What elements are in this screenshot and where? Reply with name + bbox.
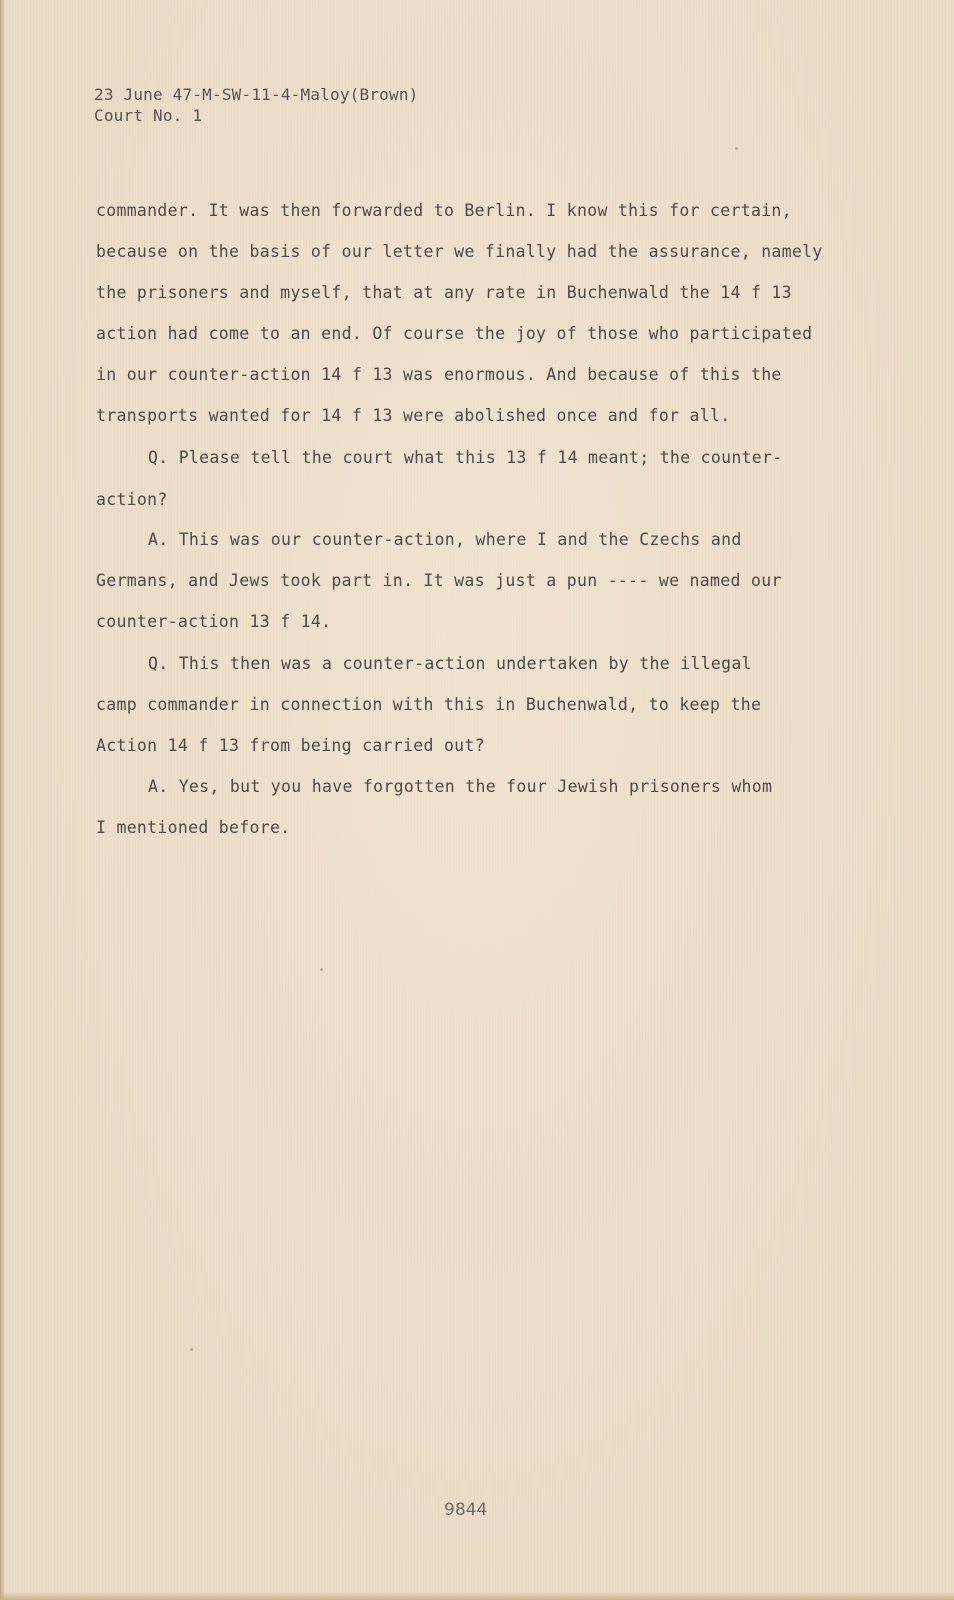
body-line: counter-action 13 f 14. [96,612,332,631]
body-line: transports wanted for 14 f 13 were abolished once and for all. [96,406,731,425]
header-reference-line: 23 June 47-M-SW-11-4-Maloy(Brown) [94,85,419,104]
body-line: Germans, and Jews took part in. It was just a pun ---- we named our [96,571,782,590]
page-number: 9844 [444,1500,488,1520]
body-line: because on the basis of our letter we finally had the assurance, namely [96,242,823,261]
body-line: camp commander in connection with this in Buchenwald, to keep the [96,695,762,714]
paper-speck [320,968,323,971]
body-line: action? [96,490,168,509]
body-line: Action 14 f 13 from being carried out? [96,736,485,755]
paper-speck [190,1348,193,1351]
paper-speck [735,147,738,150]
header-court-line: Court No. 1 [94,106,203,125]
body-line: the prisoners and myself, that at any rate in Buchenwald the 14 f 13 [96,283,792,302]
body-line: in our counter-action 14 f 13 was enormous. And because of this the [96,365,782,384]
body-line: I mentioned before. [96,818,291,837]
body-line: action had come to an end. Of course the joy of those who participated [96,324,813,343]
body-line: commander. It was then forwarded to Berlin. I know this for certain, [96,201,792,220]
answer-line: A. Yes, but you have forgotten the four Jewish prisoners whom [148,777,773,796]
question-line: Q. Please tell the court what this 13 f 14 meant; the counter- [148,448,783,467]
page-bottom-edge [0,1592,954,1600]
page-left-edge [0,0,5,1600]
document-header [94,84,418,126]
question-line: Q. This then was a counter-action undertaken by the illegal [148,654,752,673]
answer-line: A. This was our counter-action, where I and the Czechs and [148,530,742,549]
